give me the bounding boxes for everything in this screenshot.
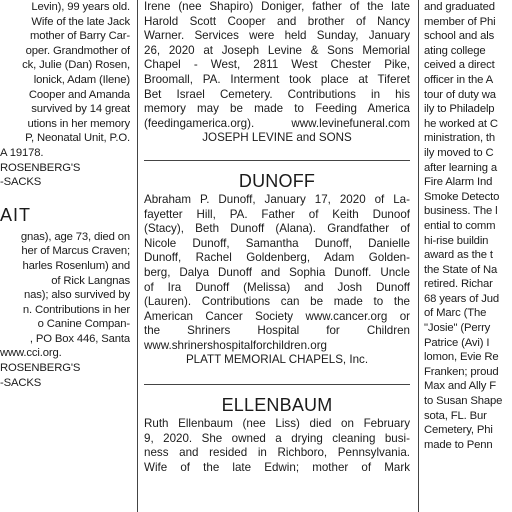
text-line: 9, 2020. She owned a drying cleaning busi- (144, 431, 410, 445)
text-line: ROSENBERG'S (0, 161, 81, 174)
text-line: Nicole Dunoff, Samantha Dunoff, Danielle (144, 236, 410, 250)
text-line: 68 years of Jud (424, 292, 499, 305)
text-line: Abraham P. Dunoff, January 17, 2020 of La- (144, 192, 410, 206)
text-line: her of Marcus Craven; (21, 245, 130, 258)
column-divider (137, 0, 138, 512)
text-line: retired. Richar (424, 278, 493, 291)
text-line: Harold Scott Cooper and brother of Nancy (144, 14, 410, 28)
right-obituary-text (424, 0, 512, 452)
text-line: Ruth Ellenbaum (nee Liss) died on February (144, 417, 410, 431)
text-line: member of Phi (424, 15, 496, 28)
text-line: Wife of the late Jack (31, 15, 130, 28)
left-column (0, 0, 130, 512)
text-line: (Stacy), Beth Dunoff (Alana). Grandfather of (144, 222, 410, 236)
left-obituary-heading: AIT (0, 204, 32, 225)
text-line: sota, FL. Bur (424, 409, 487, 422)
text-line: American Cancer Society www.cancer.org or (144, 309, 410, 323)
text-line: lomon, Evie Re (424, 351, 499, 364)
text-line: mother of Barry Car- (30, 30, 130, 43)
text-line: Cooper and Amanda (28, 88, 130, 101)
text-line: hi-rise buildin (424, 234, 489, 247)
text-line: survived by 14 great (31, 103, 130, 116)
dunoff-obituary-text (144, 193, 410, 354)
text-line: o Canine Compan- (37, 318, 130, 331)
text-line: utions in her memory (27, 117, 130, 130)
right-column (424, 0, 512, 512)
text-line: the State of Na (424, 263, 498, 276)
text-line: -SACKS (0, 176, 42, 189)
text-line: Warner. Services were held Sunday, January (144, 29, 410, 43)
doniger-funeral-home: JOSEPH LEVINE and SONS (202, 131, 352, 145)
text-line: tour of duty wa (424, 88, 496, 101)
text-line: officer in the A (424, 73, 493, 86)
text-line: (feedingamerica.org). www.levinefuneral.com (144, 116, 410, 130)
column-divider (418, 0, 419, 512)
text-line: Max and Ally F (424, 380, 496, 393)
text-line: Smoke Detecto (424, 190, 500, 203)
text-line: after learning a (424, 161, 497, 174)
text-line: Broomall, PA. Interment took place at Tiferet (144, 72, 410, 86)
text-line: lonick, Adam (Ilene) (33, 73, 130, 86)
text-line: ential to comm (424, 219, 496, 232)
text-line: Cemetery, Phi (424, 424, 493, 437)
text-line: of Rick Langnas (51, 274, 130, 287)
text-line: harles Rosenlum) and (22, 259, 130, 272)
text-line: "Josie" (Perry (424, 322, 491, 335)
text-line: ness and resided in Richboro, Pennsylvania. (144, 446, 410, 460)
text-line: Patrice (Avi) I (424, 336, 490, 349)
text-line: Wife of the late Edwin; mother of Mark (144, 460, 410, 474)
text-line: Levin), 99 years old. (31, 1, 130, 13)
text-line: the Shriners Hospital for Children (144, 324, 410, 338)
text-line: award as the t (424, 249, 493, 262)
text-line: A 19178. (0, 146, 44, 159)
text-line: to Susan Shape (424, 395, 503, 408)
dunoff-heading: DUNOFF (238, 170, 316, 191)
text-line: Franken; proud (424, 365, 499, 378)
text-line: Dunoff, Rachel Goldenberg, Adam Golden- (144, 251, 410, 265)
text-line: of Ira Dunoff (Melissa) and Josh Dunoff (144, 280, 410, 294)
text-line: n. Contributions in her (22, 303, 130, 316)
doniger-obituary-text (144, 0, 410, 131)
text-line: Irene (nee Shapiro) Doniger, father of the late (144, 0, 410, 13)
text-line: ating college (424, 44, 486, 57)
text-line: school and als (424, 30, 495, 43)
text-line: made to Penn (424, 438, 493, 451)
text-line: www.shrinershospitalforchildren.org (144, 338, 328, 352)
left-obituary-text (0, 0, 130, 190)
left-obituary-text-2 (0, 230, 130, 391)
text-line: ily moved to C (424, 146, 494, 159)
text-line: ROSENBERG'S (0, 362, 81, 375)
ellenbaum-heading: ELLENBAUM (221, 395, 333, 416)
text-line: berg, Dalya Dunoff and Sophia Dunoff. Uncle (144, 265, 410, 279)
text-line: Fire Alarm Ind (424, 176, 493, 189)
text-line: business. The l (424, 205, 498, 218)
text-line: 26, 2020 at Joseph Levine & Sons Memorial (144, 43, 410, 57)
ellenbaum-obituary-text (144, 417, 410, 475)
text-line: ceived a direct (424, 59, 495, 72)
text-line: oper. Grandmother of (25, 44, 130, 57)
middle-column (144, 0, 410, 512)
text-line: ily to Philadelp (424, 103, 495, 116)
text-line: of Marc (The (424, 307, 487, 320)
text-line: Bet Israel Cemetery. Contributions in his (144, 87, 410, 101)
text-line: fayetter Hill, PA. Father of Keith Dunoof (144, 207, 410, 221)
text-line: memory may be made to Feeding America (144, 102, 410, 116)
text-line: , PO Box 446, Santa (29, 332, 130, 345)
text-line: ministration, th (424, 132, 496, 145)
text-line: ck, Julie (Dan) Rosen, (22, 59, 130, 72)
text-line: (Lauren). Contributions can be made to the (144, 295, 410, 309)
text-line: Chapel - West, 2811 West Chester Pike, (144, 58, 410, 72)
dunoff-funeral-home: PLATT MEMORIAL CHAPELS, Inc. (185, 353, 369, 367)
text-line: www.cci.org. (0, 347, 62, 360)
text-line: he worked at C (424, 117, 498, 130)
text-line: P, Neonatal Unit, P.O. (25, 132, 130, 145)
text-line: nas); also survived by (24, 289, 130, 302)
text-line: -SACKS (0, 376, 42, 389)
text-line: and graduated (424, 1, 495, 13)
text-line: gnas), age 73, died on (20, 230, 130, 243)
